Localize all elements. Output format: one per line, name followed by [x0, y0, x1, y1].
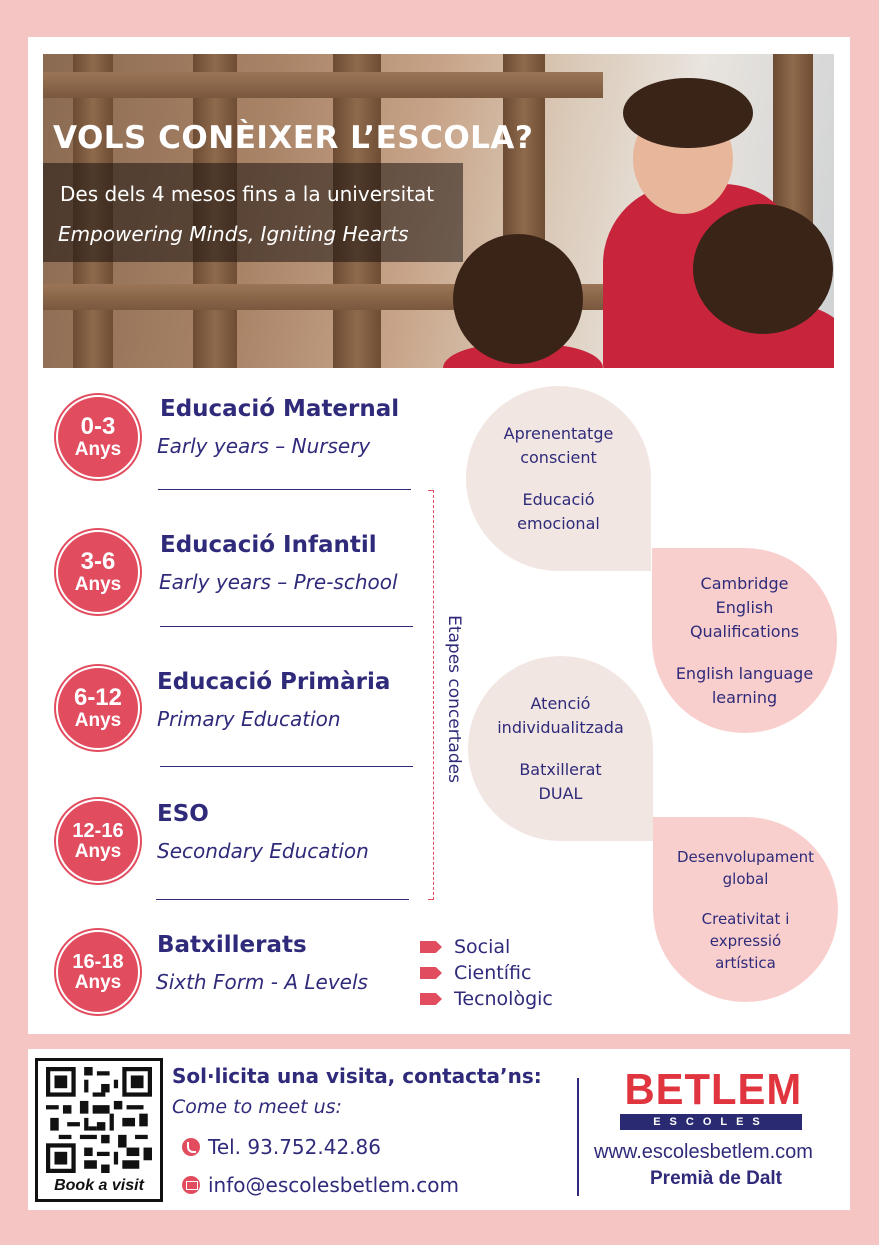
child-hair: [693, 204, 833, 334]
contact-title: Sol·licita una visita, contacta’ns:: [172, 1064, 542, 1088]
arrow-icon: [420, 941, 442, 953]
list-item: Científic: [420, 960, 553, 986]
stage-subtitle: Primary Education: [157, 707, 341, 731]
qr-caption: Book a visit: [54, 1177, 144, 1194]
qr-code-icon: [46, 1067, 152, 1173]
stage-title: Educació Primària: [157, 669, 391, 695]
divider-line: [160, 626, 413, 627]
hero-title: VOLS CONÈIXER L’ESCOLA?: [53, 120, 534, 156]
child-hair: [623, 78, 753, 148]
arrow-icon: [420, 993, 442, 1005]
feature-petal: Desenvolupament global Creativitat i expressió artística: [653, 817, 838, 1002]
stage-subtitle: Sixth Form - A Levels: [156, 970, 368, 994]
age-badge: 6-12 Anys: [56, 666, 140, 750]
qr-code-box[interactable]: [35, 1058, 163, 1202]
divider-line: [160, 766, 413, 767]
footer-divider: [577, 1078, 579, 1196]
batxillerat-options: [420, 934, 553, 1012]
contact-subtitle: Come to meet us:: [172, 1096, 342, 1118]
arrow-icon: [420, 967, 442, 979]
stage-title: Educació Infantil: [160, 532, 377, 558]
list-item: Tecnològic: [420, 986, 553, 1012]
stage-subtitle: Early years – Nursery: [157, 434, 371, 458]
divider-line: [158, 489, 411, 490]
feature-petal: Atenció individualitzada Batxillerat DUAL: [468, 656, 653, 841]
concerted-stages-bracket: [428, 490, 434, 900]
phone-contact[interactable]: Tel. 93.752.42.86: [182, 1135, 381, 1159]
child-hair: [453, 234, 583, 364]
fence-beam: [43, 72, 603, 98]
stage-title: ESO: [157, 801, 209, 827]
mail-icon: [182, 1176, 200, 1194]
age-badge: 12-16 Anys: [56, 799, 140, 883]
stage-subtitle: Early years – Pre-school: [159, 570, 398, 594]
stage-title: Educació Maternal: [160, 396, 400, 422]
hero-tagline: Empowering Minds, Igniting Hearts: [58, 222, 409, 246]
age-badge: 3-6 Anys: [56, 530, 140, 614]
email-contact[interactable]: info@escolesbetlem.com: [182, 1173, 459, 1197]
list-item: Social: [420, 934, 553, 960]
divider-line: [156, 899, 409, 900]
betlem-logo: BETLEM ESCOLES: [620, 1068, 802, 1130]
concerted-stages-label: Etapes concertades: [444, 615, 464, 783]
town-name: Premià de Dalt: [650, 1168, 782, 1189]
feature-petal: Aprenentatge conscient Educació emocional: [466, 386, 651, 571]
hero-text-band: [43, 163, 463, 262]
phone-icon: [182, 1138, 200, 1156]
age-badge: 16-18 Anys: [56, 930, 140, 1014]
feature-petal: Cambridge English Qualifications English language learning: [652, 548, 837, 733]
hero-subtitle: Des dels 4 mesos fins a la universitat: [60, 182, 435, 206]
website-link[interactable]: www.escolesbetlem.com: [594, 1141, 813, 1163]
stage-subtitle: Secondary Education: [157, 839, 369, 863]
stage-title: Batxillerats: [157, 932, 307, 958]
age-badge: 0-3 Anys: [56, 395, 140, 479]
